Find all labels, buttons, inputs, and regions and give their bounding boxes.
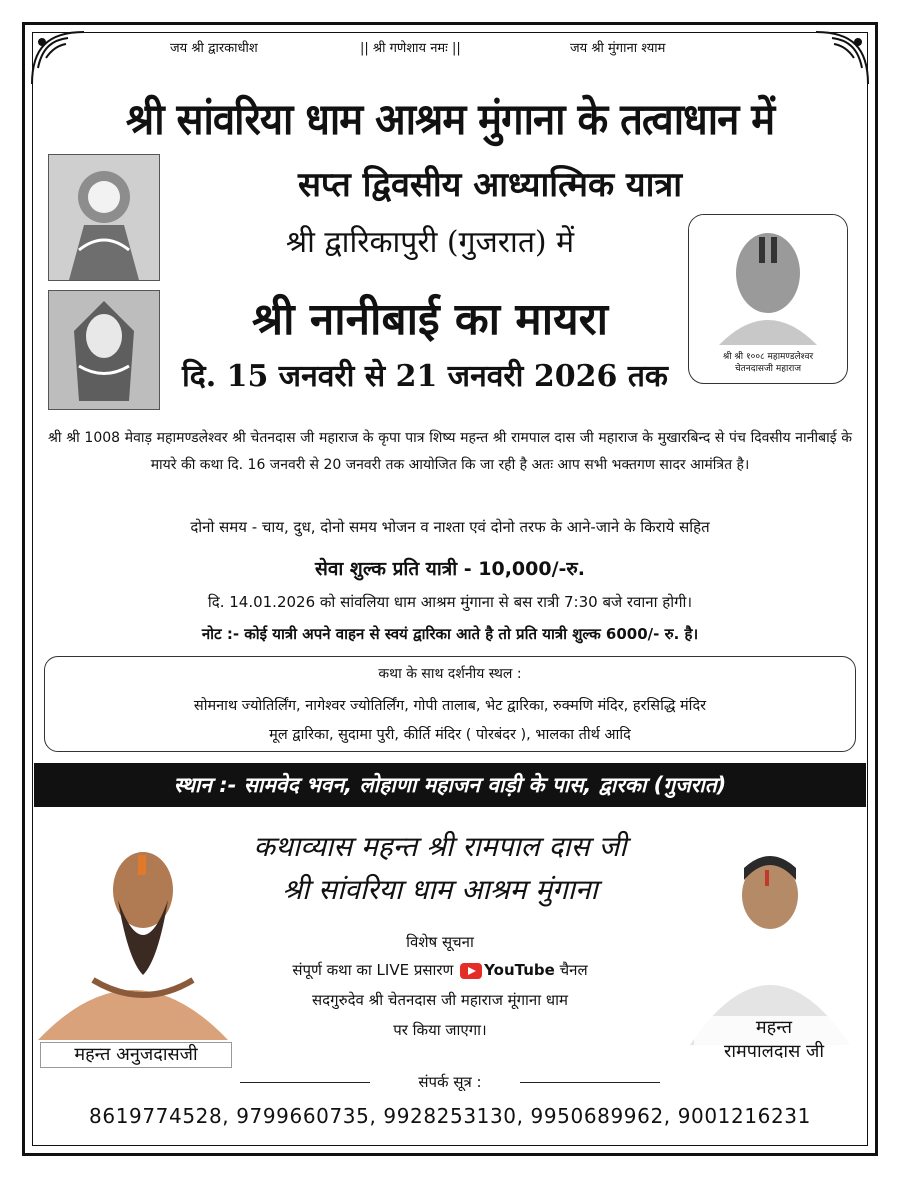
deity-image-top bbox=[48, 154, 160, 281]
left-person-caption: महन्त अनुजदासजी bbox=[40, 1042, 232, 1068]
speaker-ashram: श्री सांवरिया धाम आश्रम मुंगाना bbox=[282, 873, 598, 906]
contact-heading: संपर्क सूत्र : bbox=[418, 1073, 482, 1091]
notice-live-text: संपूर्ण कथा का LIVE प्रसारण bbox=[292, 961, 454, 979]
title-location: श्री द्वारिकापुरी (गुजरात) में bbox=[285, 225, 575, 260]
invitation-paragraph: श्री श्री 1008 मेवाड़ महामण्डलेश्वर श्री चेतनदास जी महाराज के कृपा पात्र शिष्य महन्त श्री रामपाल दास जी महाराज के मुखारबिन्द से पंच दिवसीय नानीबाई के मायरे की कथा दि. 16 जनवरी से 20 जनवरी तक आयोजित कि जा रही है अतः आप सभी भक्तगण सादर आमंत्रित है। bbox=[48, 430, 852, 473]
right-person-name: रामपालदास जी bbox=[723, 1041, 824, 1062]
youtube-label: YouTube bbox=[484, 961, 555, 979]
notice-line3: पर किया जाएगा। bbox=[393, 1021, 487, 1039]
title-yatra: सप्त द्विवसीय आध्यात्मिक यात्रा bbox=[297, 165, 683, 205]
corner-ornament-icon bbox=[812, 28, 872, 88]
contact-phone-numbers: 8619774528, 9799660735, 9928253130, 9950689962, 9001216231 bbox=[89, 1104, 811, 1128]
right-person-caption bbox=[694, 1016, 854, 1064]
title-dates: दि. 15 जनवरी से 21 जनवरी 2026 तक bbox=[182, 359, 668, 394]
left-person-photo bbox=[38, 830, 228, 1040]
note-text: नोट :- कोई यात्री अपने वाहन से स्वयं द्वारिका आते है तो प्रति यात्री शुल्क 6000/- रु. है। bbox=[201, 625, 699, 643]
departure-text: दि. 14.01.2026 को सांवलिया धाम आश्रम मुंगाना से बस रात्री 7:30 बजे रवाना होगी। bbox=[207, 593, 693, 611]
speaker-name: कथाव्यास महन्त श्री रामपाल दास जी bbox=[253, 830, 627, 863]
right-person-title: महन्त bbox=[755, 1017, 793, 1038]
sightseeing-line2: मूल द्वारिका, सुदामा पुरी, कीर्ति मंदिर ( पोरबंदर ), भालका तीर्थ आदि bbox=[269, 727, 631, 743]
sightseeing-heading: कथा के साथ दर्शनीय स्थल : bbox=[378, 666, 522, 682]
notice-heading: विशेष सूचना bbox=[406, 933, 474, 951]
title-event: श्री नानीबाई का मायरा bbox=[251, 294, 609, 345]
corner-ornament-icon bbox=[28, 28, 88, 88]
notice-live-line bbox=[200, 960, 680, 980]
right-person-photo bbox=[690, 830, 850, 1045]
notice-channel-text: चैनल bbox=[559, 961, 588, 979]
greeting-center: || श्री गणेशाय नमः || bbox=[360, 41, 461, 56]
sightseeing-line1: सोमनाथ ज्योतिर्लिंग, नागेश्वर ज्योतिर्लिंग, गोपी तालाब, भेट द्वारिका, रुक्मणि मंदिर, हरसिद्धि मंदिर bbox=[193, 698, 707, 714]
youtube-icon bbox=[460, 963, 482, 979]
guru-portrait-image bbox=[689, 215, 847, 345]
facilities-text: दोनो समय - चाय, दुध, दोनो समय भोजन व नाश्ता एवं दोनो तरफ के आने-जाने के किराये सहित bbox=[190, 518, 710, 536]
fee-text: सेवा शुल्क प्रति यात्री - 10,000/-रु. bbox=[314, 558, 585, 580]
guru-caption-line1: श्री श्री १००८ महामण्डलेश्वर bbox=[722, 352, 814, 362]
title-organizer: श्री सांवरिया धाम आश्रम मुंगाना के तत्वाधान में bbox=[125, 95, 775, 146]
guru-portrait-box bbox=[688, 214, 848, 384]
greeting-left: जय श्री द्वारकाधीश bbox=[170, 41, 258, 56]
venue-bar: स्थान :- सामवेद भवन, लोहाणा महाजन वाड़ी के पास, द्वारका (गुजरात) bbox=[34, 763, 866, 807]
guru-caption-line2: चेतनदासजी महाराज bbox=[734, 364, 802, 374]
deity-image-bottom bbox=[48, 290, 160, 410]
greeting-right: जय श्री मुंगाना श्याम bbox=[570, 41, 666, 56]
notice-line2: सदगुरुदेव श्री चेतनदास जी महाराज मूंगाना धाम bbox=[312, 991, 568, 1009]
